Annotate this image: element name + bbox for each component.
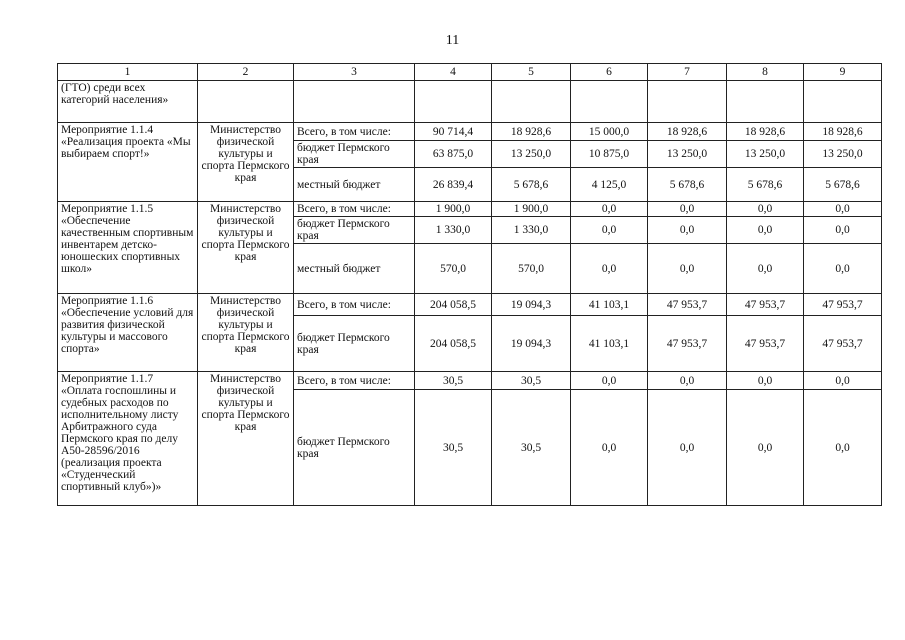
empty-cell <box>804 81 882 123</box>
amount-cell: 0,0 <box>804 372 882 390</box>
amount-cell: 204 058,5 <box>415 316 492 372</box>
amount-cell: 0,0 <box>727 217 804 244</box>
column-header: 9 <box>804 64 882 81</box>
amount-cell: 0,0 <box>648 202 727 217</box>
amount-cell: 30,5 <box>492 390 571 506</box>
executor: Министерство физической культуры и спорта Пермского края <box>198 294 294 372</box>
measure-name: (ГТО) среди всех категорий населения» <box>58 81 198 123</box>
amount-cell: 30,5 <box>415 372 492 390</box>
amount-cell: 5 678,6 <box>492 168 571 202</box>
amount-cell: 0,0 <box>571 244 648 294</box>
amount-cell: 30,5 <box>415 390 492 506</box>
amount-cell: 570,0 <box>415 244 492 294</box>
executor: Министерство физической культуры и спорта Пермского края <box>198 202 294 294</box>
amount-cell: 18 928,6 <box>804 123 882 141</box>
amount-cell: 13 250,0 <box>648 141 727 168</box>
budget-table <box>57 63 882 506</box>
amount-cell: 0,0 <box>571 202 648 217</box>
executor: Министерство физической культуры и спорта Пермского края <box>198 372 294 506</box>
column-header: 1 <box>58 64 198 81</box>
funding-row <box>58 372 882 390</box>
amount-cell: 0,0 <box>648 217 727 244</box>
amount-cell: 1 900,0 <box>492 202 571 217</box>
measure-name: Мероприятие 1.1.6 «Обеспечение условий для развития физической культуры и массового спорта» <box>58 294 198 372</box>
empty-cell <box>415 81 492 123</box>
amount-cell: 0,0 <box>727 390 804 506</box>
column-header: 2 <box>198 64 294 81</box>
amount-cell: 26 839,4 <box>415 168 492 202</box>
amount-cell: 0,0 <box>648 244 727 294</box>
amount-cell: 5 678,6 <box>727 168 804 202</box>
funding-source: бюджет Пермского края <box>294 316 415 372</box>
amount-cell: 0,0 <box>804 217 882 244</box>
amount-cell: 204 058,5 <box>415 294 492 316</box>
amount-cell: 18 928,6 <box>648 123 727 141</box>
amount-cell: 0,0 <box>804 244 882 294</box>
amount-cell: 570,0 <box>492 244 571 294</box>
amount-cell: 47 953,7 <box>648 316 727 372</box>
amount-cell: 4 125,0 <box>571 168 648 202</box>
amount-cell: 0,0 <box>571 217 648 244</box>
funding-source: местный бюджет <box>294 168 415 202</box>
amount-cell: 19 094,3 <box>492 316 571 372</box>
funding-source: Всего, в том числе: <box>294 123 415 141</box>
funding-row <box>58 123 882 141</box>
amount-cell: 0,0 <box>571 372 648 390</box>
amount-cell: 0,0 <box>727 244 804 294</box>
amount-cell: 0,0 <box>727 202 804 217</box>
amount-cell: 30,5 <box>492 372 571 390</box>
amount-cell: 0,0 <box>804 390 882 506</box>
amount-cell: 10 875,0 <box>571 141 648 168</box>
funding-source: бюджет Пермского края <box>294 390 415 506</box>
amount-cell: 5 678,6 <box>648 168 727 202</box>
amount-cell: 47 953,7 <box>727 316 804 372</box>
amount-cell: 47 953,7 <box>727 294 804 316</box>
measure-name: Мероприятие 1.1.7 «Оплата госпошлины и судебных расходов по исполнительному листу Арбитражного суда Пермского края по делу А50-28596/2016 (реализация проекта «Студенческий спортивный клуб»)» <box>58 372 198 506</box>
amount-cell: 0,0 <box>727 372 804 390</box>
column-header: 6 <box>571 64 648 81</box>
funding-source: бюджет Пермского края <box>294 217 415 244</box>
amount-cell: 1 330,0 <box>415 217 492 244</box>
amount-cell: 47 953,7 <box>804 316 882 372</box>
column-header: 5 <box>492 64 571 81</box>
funding-source: Всего, в том числе: <box>294 372 415 390</box>
empty-cell <box>648 81 727 123</box>
amount-cell: 63 875,0 <box>415 141 492 168</box>
measure-name: Мероприятие 1.1.5 «Обеспечение качественным спортивным инвентарем детско-юношеских спортивных школ» <box>58 202 198 294</box>
amount-cell: 47 953,7 <box>804 294 882 316</box>
executor: Министерство физической культуры и спорта Пермского края <box>198 123 294 202</box>
amount-cell: 0,0 <box>648 372 727 390</box>
funding-source: местный бюджет <box>294 244 415 294</box>
amount-cell: 41 103,1 <box>571 316 648 372</box>
amount-cell: 13 250,0 <box>492 141 571 168</box>
amount-cell: 19 094,3 <box>492 294 571 316</box>
amount-cell: 15 000,0 <box>571 123 648 141</box>
amount-cell: 1 330,0 <box>492 217 571 244</box>
amount-cell: 1 900,0 <box>415 202 492 217</box>
empty-cell <box>571 81 648 123</box>
amount-cell: 5 678,6 <box>804 168 882 202</box>
amount-cell: 47 953,7 <box>648 294 727 316</box>
funding-source: бюджет Пермского края <box>294 141 415 168</box>
amount-cell: 18 928,6 <box>727 123 804 141</box>
empty-cell <box>492 81 571 123</box>
column-header: 7 <box>648 64 727 81</box>
amount-cell: 0,0 <box>804 202 882 217</box>
amount-cell: 13 250,0 <box>727 141 804 168</box>
column-header: 4 <box>415 64 492 81</box>
header-row <box>58 64 882 81</box>
column-header: 3 <box>294 64 415 81</box>
amount-cell: 90 714,4 <box>415 123 492 141</box>
amount-cell: 18 928,6 <box>492 123 571 141</box>
empty-cell <box>198 81 294 123</box>
amount-cell: 0,0 <box>648 390 727 506</box>
empty-cell <box>294 81 415 123</box>
funding-row <box>58 294 882 316</box>
empty-cell <box>727 81 804 123</box>
continuation-row <box>58 81 882 123</box>
amount-cell: 0,0 <box>571 390 648 506</box>
funding-source: Всего, в том числе: <box>294 294 415 316</box>
amount-cell: 41 103,1 <box>571 294 648 316</box>
page-number: 11 <box>445 33 460 48</box>
funding-source: Всего, в том числе: <box>294 202 415 217</box>
measure-name: Мероприятие 1.1.4 «Реализация проекта «Мы выбираем спорт!» <box>58 123 198 202</box>
amount-cell: 13 250,0 <box>804 141 882 168</box>
funding-row <box>58 202 882 217</box>
column-header: 8 <box>727 64 804 81</box>
